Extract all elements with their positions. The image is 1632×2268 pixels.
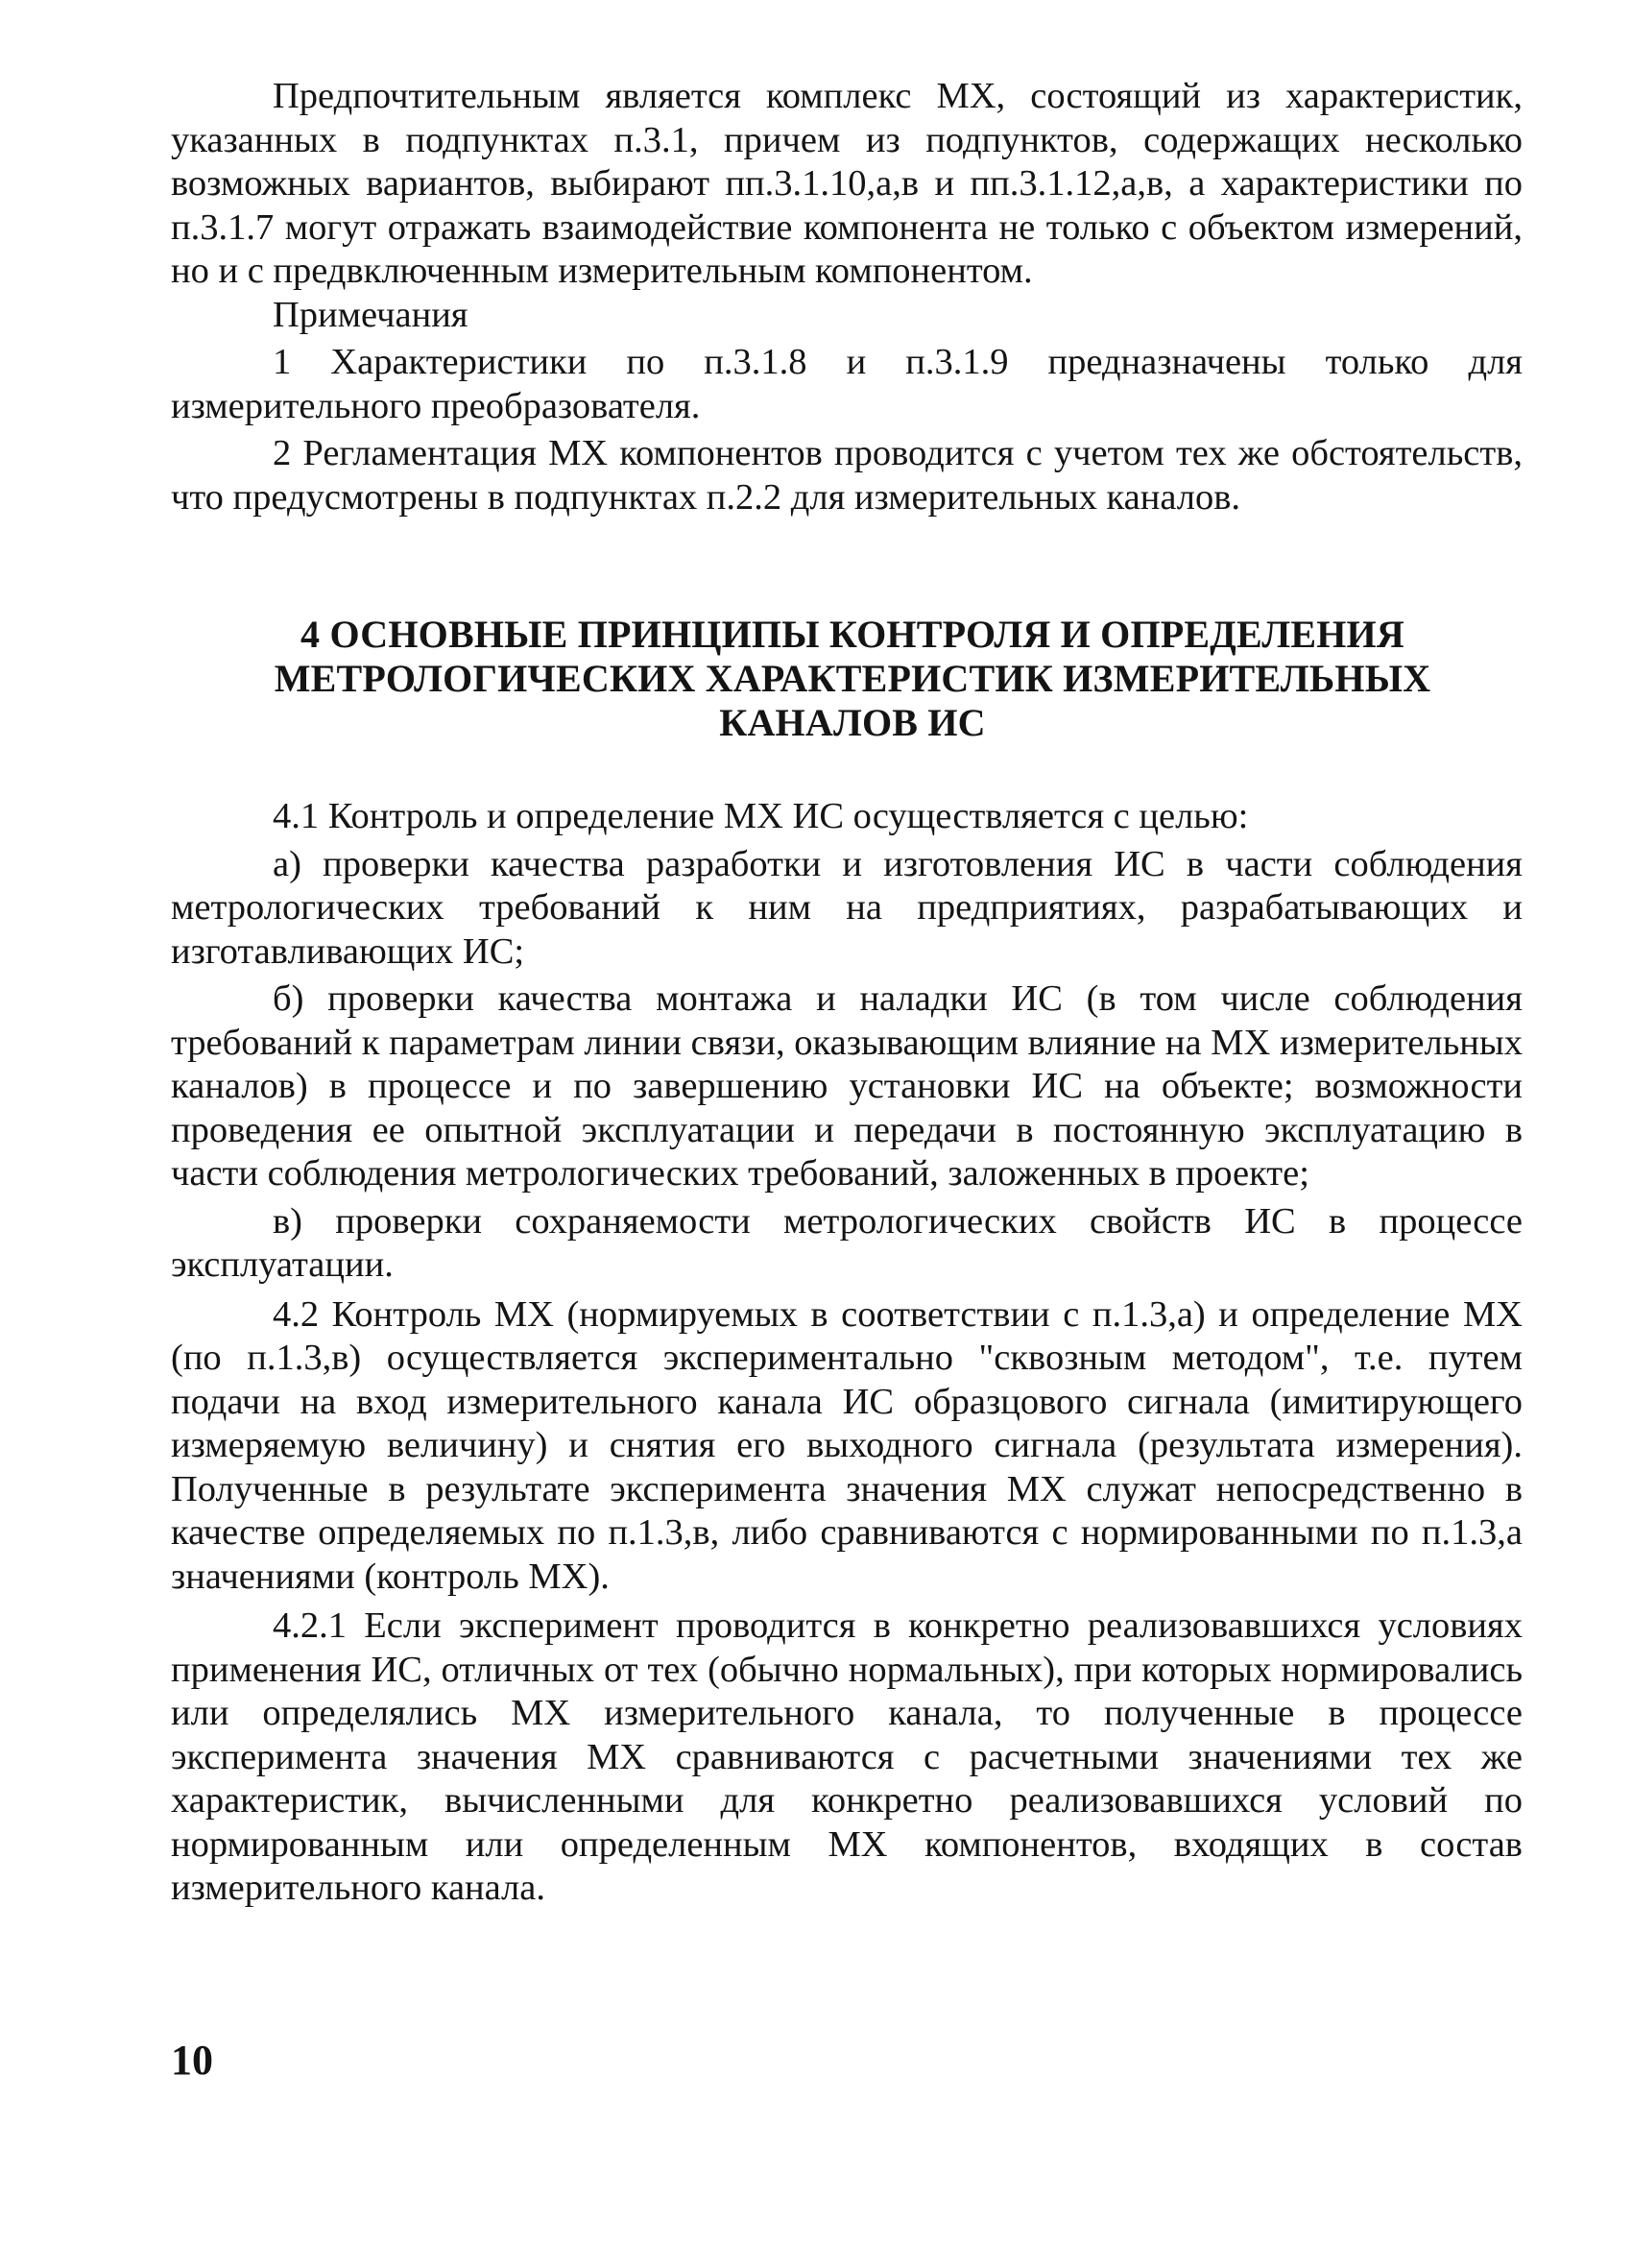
paragraph-4-2: 4.2 Контроль МХ (нормируемых в соответствии с п.1.3,а) и определение МХ (по п.1.3,в) осуществляется экспериментально "сквозным методом", т.е. путем подачи на вход измерительного канала ИС образцового сигнала (имитирующего измеряемую величину) и снятия его выходного сигнала (результата измерения). Полученные в результате эксперимента значения МХ служат непосредственно в качестве определяемых по п.1.3,в, либо сравниваются с нормированными по п.1.3,а значениями (контроль МХ). <box>171 1293 1523 1597</box>
section-4-heading-line-3: КАНАЛОВ ИС <box>719 701 986 744</box>
paragraph-4-2-1: 4.2.1 Если эксперимент проводится в конкретно реализовавшихся условиях применения ИС, отличных от тех (обычно нормальных), при которых нормировались или определялись МХ измерительного канала, то полученные в процессе эксперимента значения МХ сравниваются с расчетными значениями тех же характеристик, вычисленными для конкретно реализовавшихся условий по нормированным или определенным МХ компонентов, входящих в состав измерительного канала. <box>171 1605 1523 1908</box>
note-1: 1 Характеристики по п.3.1.8 и п.3.1.9 предназначены только для измерительного преобразователя. <box>171 342 1523 426</box>
page-number: 10 <box>171 2037 213 2084</box>
section-4-heading <box>171 613 1523 745</box>
paragraph-4-1-b: б) проверки качества монтажа и наладки ИС (в том числе соблюдения требований к параметрам линии связи, оказывающим влияние на МХ измерительных каналов) в процессе и по завершению установки ИС на объекте; возможности проведения ее опытной эксплуатации и передачи в постоянную эксплуатацию в части соблюдения метрологических требований, заложенных в проекте; <box>171 978 1523 1194</box>
paragraph-4-1: 4.1 Контроль и определение МХ ИС осуществляется с целью: <box>273 796 1249 836</box>
note-2: 2 Регламентация МХ компонентов проводится с учетом тех же обстоятельств, что предусмотрены в подпунктах п.2.2 для измерительных каналов. <box>171 433 1523 518</box>
document-page <box>171 75 1523 1911</box>
notes-label: Примечания <box>273 294 468 335</box>
paragraph-4-1-v: в) проверки сохраняемости метрологических свойств ИС в процессе эксплуатации. <box>171 1200 1523 1285</box>
paragraph-preferred-complex: Предпочтительным является комплекс МХ, состоящий из характеристик, указанных в подпунктах п.3.1, причем из подпунктов, содержащих несколько возможных вариантов, выбирают пп.3.1.10,а,в и пп.3.1.12,а,в, а характеристики по п.3.1.7 могут отражать взаимодействие компонента не только с объектом измерений, но и с предвключенным измерительным компонентом. <box>171 76 1523 291</box>
section-4-heading-line-2: МЕТРОЛОГИЧЕСКИХ ХАРАКТЕРИСТИК ИЗМЕРИТЕЛЬНЫХ <box>274 657 1431 700</box>
paragraph-4-1-a: а) проверки качества разработки и изготовления ИС в части соблюдения метрологических требований к ним на предприятиях, разрабатывающих и изготавливающих ИС; <box>171 843 1523 972</box>
section-4-heading-line-1: 4 ОСНОВНЫЕ ПРИНЦИПЫ КОНТРОЛЯ И ОПРЕДЕЛЕНИЯ <box>300 613 1404 656</box>
